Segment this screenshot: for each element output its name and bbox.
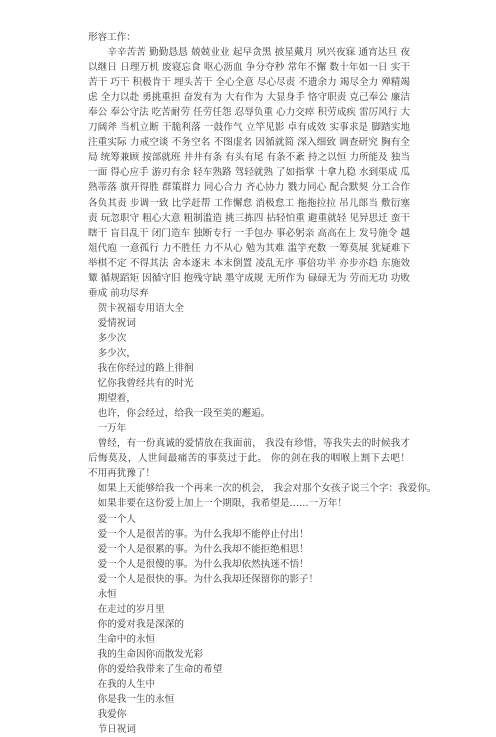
line: 爱一个人是很累的事。为什么我却不能拒绝相思！ [97, 543, 309, 555]
text-lines [88, 301, 437, 737]
line: 你是我一生的永恒 [97, 694, 175, 706]
line: 忆你我曾经共有的时光 [97, 378, 194, 390]
section-heading: 形容工作： [88, 32, 136, 43]
line-greeting-card-title: 贺卡祝福专用语大全 [97, 302, 184, 314]
line-poem-title-duoshaoci: 多少次 [97, 332, 127, 344]
line-love-blessings: 爱情祝词 [97, 317, 136, 329]
line: 在走过的岁月里 [97, 603, 165, 615]
line-poem-title-aiyigeren: 爱一个人 [97, 513, 136, 525]
line: 爱一个人是很苦的事。为什么我却不能停止付出！ [97, 528, 309, 540]
line: 如果上天能够给我一个再来一次的机会， 我会对那个女孩子说三个字：我爱你。 [97, 483, 437, 495]
line: 我在你经过的路上徘徊 [97, 363, 194, 375]
line: 如果非要在这份爱上加上一个期限，我希望是……一万年！ [97, 498, 348, 510]
line: 期望着， [97, 393, 136, 405]
line: 也许，你会经过，给我一段至美的邂逅。 [97, 408, 271, 420]
line: 在我的人生中 [97, 679, 156, 691]
line: 你的爱给我带来了生命的希望 [97, 663, 223, 675]
line-paragraph: 曾经，有一份真诚的爱情放在我面前， 我没有珍惜，等我失去的时候我才后悔莫及，人世间最痛苦的事莫过于此。 你的剑在我的咽喉上割下去吧！ 不用再犹豫了！ [88, 438, 410, 480]
idioms-paragraph: 辛辛苦苦 勤勤恳恳 兢兢业业 起早贪黑 披星戴月 夙兴夜寐 通宵达旦 夜以继日 日理万机 废寝忘食 呕心沥血 争分夺秒 常年不懈 数十年如一日 实干 苦干 巧干 积极肯干 埋头苦干 全心全意 尽心尽责 不遗余力 竭尽全力 殚精竭虑 全力以赴 勇挑重担 奋发有为 大有作为 大显身手 恪守职责 克己奉公 廉洁奉公 奉公守法 吃苦耐劳 任劳任怨 忍辱负重 心力交瘁 积劳成疾 雷厉风行 大刀阔斧 当机立断 干脆利落 一鼓作气 立竿见影 卓有成效 实事求是 脚踏实地 注重实际 力戒空谈 不务空名 不图虚名 因循就简 深入细致 调查研究 胸有全局 统筹兼顾 按部就班 井井有条 有头有尾 有条不紊 持之以恒 力所能及 独当一面 得心应手 游刃有余 轻车熟路 驾轻就熟 了如指掌 十拿九稳 水到渠成 瓜熟蒂落 旗开得胜 群策群力 同心合力 齐心协力 戮力同心 配合默契 分工合作 各负其责 步调一致 比学赶帮 工作懈怠 消极怠工 拖拖拉拉 吊儿郎当 敷衍塞责 玩忽职守 粗心大意 粗制滥造 挑三拣四 拈轻怕重 避重就轻 见异思迁 蛮干 瞎干 盲目乱干 闭门造车 独断专行 一手包办 事必躬亲 高高在上 发号施令 越俎代庖 一意孤行 力不胜任 力不从心 勉为其难 滥竽充数 一筹莫展 犹疑难下 举棋不定 不得其法 舍本逐末 本末倒置 凌乱无序 事倍功半 亦步亦趋 东施效颦 循规蹈矩 因循守旧 抱残守缺 墨守成规 无所作为 碌碌无为 劳而无功 功败垂成 前功尽弃 [88, 47, 410, 299]
line: 我爱你 [97, 709, 127, 721]
document-page [88, 30, 437, 737]
line-poem-title-yongheng: 永恒 [97, 588, 117, 600]
line: 爱一个人是很傻的事。为什么我却依然执迷不悟！ [97, 558, 309, 570]
line: 生命中的永恒 [97, 633, 156, 645]
line: 多少次， [97, 347, 136, 359]
line: 我的生命因你而散发光彩 [97, 648, 204, 660]
line: 爱一个人是很快的事。为什么我却还保留你的影子！ [97, 573, 319, 585]
line: 你的爱对我是深深的 [97, 618, 184, 630]
line-holiday-blessings: 节日祝词 [97, 724, 136, 736]
line-poem-title-yiwannian: 一万年 [97, 423, 127, 435]
